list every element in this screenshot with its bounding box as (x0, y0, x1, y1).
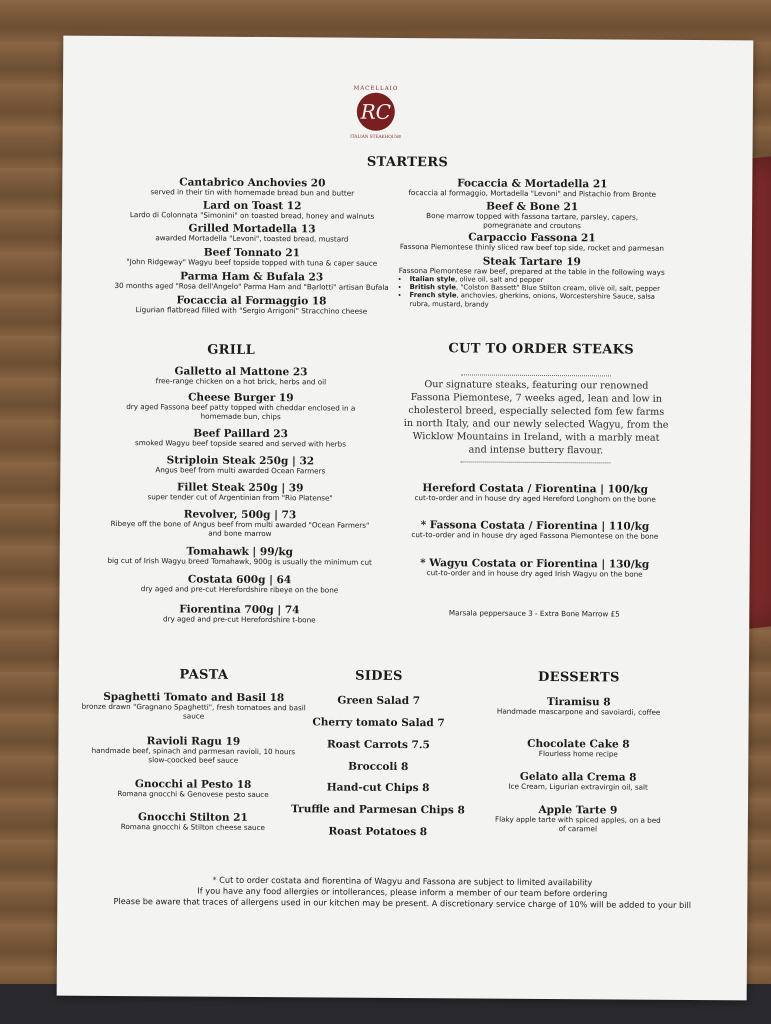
footer-availability: * Cut to order costata and fiorentina of Wagyu and Fassona are subject to limited availability (212, 874, 593, 888)
desserts-heading: DESSERTS (538, 669, 620, 686)
starter-item: Carpaccio Fassona 21 Fassona Piemontese thinly sliced raw beef top side, rocket and parmesan (399, 231, 664, 253)
sides-heading: SIDES (355, 668, 403, 684)
restaurant-logo (346, 80, 406, 140)
pasta-item: Spaghetti Tomato and Basil 18 bronze drawn "Gragnano Spaghetti", fresh tomatoes and basil sauce (81, 690, 306, 721)
logo-top-text: MACELLAIO (353, 85, 399, 92)
grill-item: Fiorentina 700g | 74 dry aged and pre-cut Herefordshire t-bone (162, 603, 316, 625)
tartare-styles-list (399, 275, 669, 310)
divider (460, 461, 610, 463)
side-item: Hand-cut Chips 8 (326, 781, 430, 795)
logo-bottom-text: ITALIAN STEAKHOUSE (350, 133, 402, 139)
starter-item: Beef & Bone 21 Bone marrow topped with fassona tartare, parsley, capers, pomegranate and croutons (426, 200, 639, 230)
side-item: Cherry tomato Salad 7 (312, 716, 445, 730)
side-item: Green Salad 7 (337, 694, 421, 708)
divider (461, 374, 611, 376)
steak-extras: Marsala peppersauce 3 - Extra Bone Marrow £5 (448, 608, 620, 619)
starter-item: Cantabrico Anchovies 20 served in their tin with homemade bread bun and butter (150, 176, 355, 198)
starter-item: Beef Tonnato 21 "John Ridgeway" Wagyu beef topside topped with tuna & caper sauce (126, 246, 378, 268)
tartare-style-french: • French style, anchovies, gherkins, onions, Worcestershire Sauce, salsa rubra, mustard, brandy (409, 291, 669, 309)
logo-monogram: RC (360, 99, 392, 124)
grill-item: Revolver, 500g | 73 Ribeye off the bone of Angus beef from multi awarded "Ocean Farmers" and bone marrow (110, 508, 370, 538)
starter-item: Parma Ham & Bufala 23 30 months aged "Rosa dell'Angelo" Parma Ham and "Barlotti" artisan Bufala (114, 270, 389, 292)
steak-item: * Fassona Costata / Fiorentina | 110/kg cut-to-order and in house dry aged Fassona Piemontese on the bone (411, 519, 659, 541)
steaks-intro: Our signature steaks, featuring our renowned Fassona Piemontese, 7 weeks aged, lean and low in cholesterol breed, especially selected fom few farms in north Italy, and our newly selected Wagyu, from the Wicklow Mountains in Ireland, with a marbly meat and intense buttery flavour. (403, 379, 669, 457)
dessert-item: Tiramisu 8 Handmade mascarpone and savoiardi, coffee (496, 695, 661, 717)
tartare-style-italian: • Italian style, olive oil, salt and pepper (410, 275, 670, 285)
starters-heading: STARTERS (366, 154, 449, 171)
pasta-heading: PASTA (179, 667, 229, 683)
tartare-style-british: • British style, "Colston Bassett" Blue Stilton cream, olive oil, salt, pepper (410, 283, 670, 293)
pasta-item: Ravioli Ragu 19 handmade beef, spinach and parmesan ravioli, 10 hours slow-coocked beef sauce (91, 735, 296, 765)
dessert-item: Chocolate Cake 8 Flourless home recipe (527, 737, 630, 759)
side-item: Roast Carrots 7.5 (326, 738, 430, 752)
side-item: Broccoli 8 (348, 760, 409, 774)
grill-item: Fillet Steak 250g | 39 super tender cut of Argentinian from "Rio Platense" (147, 481, 333, 503)
footer-allergies: If you have any food allergies or intollerances, please inform a member of our team before ordering (197, 885, 608, 899)
dessert-item: Gelato alla Crema 8 Ice Cream, Ligurian extravirgin oil, salt (508, 770, 648, 792)
steak-item: * Wagyu Costata or Fiorentina | 130/kg cut-to-order and in house dry aged Irish Wagyu on the bone (420, 557, 650, 579)
starter-item: Grilled Mortadella 13 awarded Mortadella "Levoni", toasted bread, mustard (155, 222, 349, 244)
side-item: Roast Potatoes 8 (328, 825, 428, 839)
grill-heading: GRILL (207, 342, 256, 358)
side-item: Truffle and Parmesan Chips 8 (291, 803, 465, 817)
menu-sheet (57, 36, 754, 1001)
starter-item: Focaccia & Mortadella 21 focaccia al formaggio, Mortadella "Levoni" and Pistachio from Bronte (408, 177, 657, 199)
starter-item: Steak Tartare 19 Fassona Piemontese raw beef, prepared at the table in the following ways (398, 255, 665, 277)
footer-service-charge: Please be aware that traces of allergens used in our kitchen may be present. A discretionary service charge of 10% will be added to your bill (113, 895, 692, 911)
grill-item: Beef Paillard 23 smoked Wagyu beef topside seared and served with herbs (135, 427, 346, 449)
grill-item: Cheese Burger 19 dry aged Fassona beef patty topped with cheddar enclosed in a homemade bun, chips (126, 391, 356, 421)
grill-item: Tomahawk | 99/kg big cut of Irish Wagyu breed Tomahawk, 900g is usually the minimum cut (107, 545, 372, 567)
steaks-heading: CUT TO ORDER STEAKS (448, 341, 634, 358)
pasta-item: Gnocchi al Pesto 18 Romana gnocchi & Genovese pesto sauce (117, 778, 269, 800)
pasta-item: Gnocchi Stilton 21 Romana gnocchi & Stilton cheese sauce (120, 811, 265, 833)
dessert-item: Apple Tarte 9 Flaky apple tarte with spiced apples, on a bed of caramel (495, 803, 661, 833)
steak-item: Hereford Costata / Fiorentina | 100/kg cut-to-order and in house dry aged Hereford Longhorn on the bone (414, 482, 656, 504)
starter-item: Focaccia al Formaggio 18 Ligurian flatbread filled with "Sergio Arrigoni" Stracchino cheese (135, 294, 368, 316)
grill-item: Costata 600g | 64 dry aged and pre-cut Herefordshire ribeye on the bone (140, 573, 339, 595)
starter-item: Lard on Toast 12 Lardo di Colonnata "Simonini" on toasted bread, honey and walnuts (129, 199, 375, 221)
grill-item: Galletto al Mattone 23 free-range chicken on a hot brick, herbs and oil (155, 365, 327, 387)
grill-item: Striploin Steak 250g | 32 Angus beef from multi awarded Ocean Farmers (155, 454, 326, 476)
